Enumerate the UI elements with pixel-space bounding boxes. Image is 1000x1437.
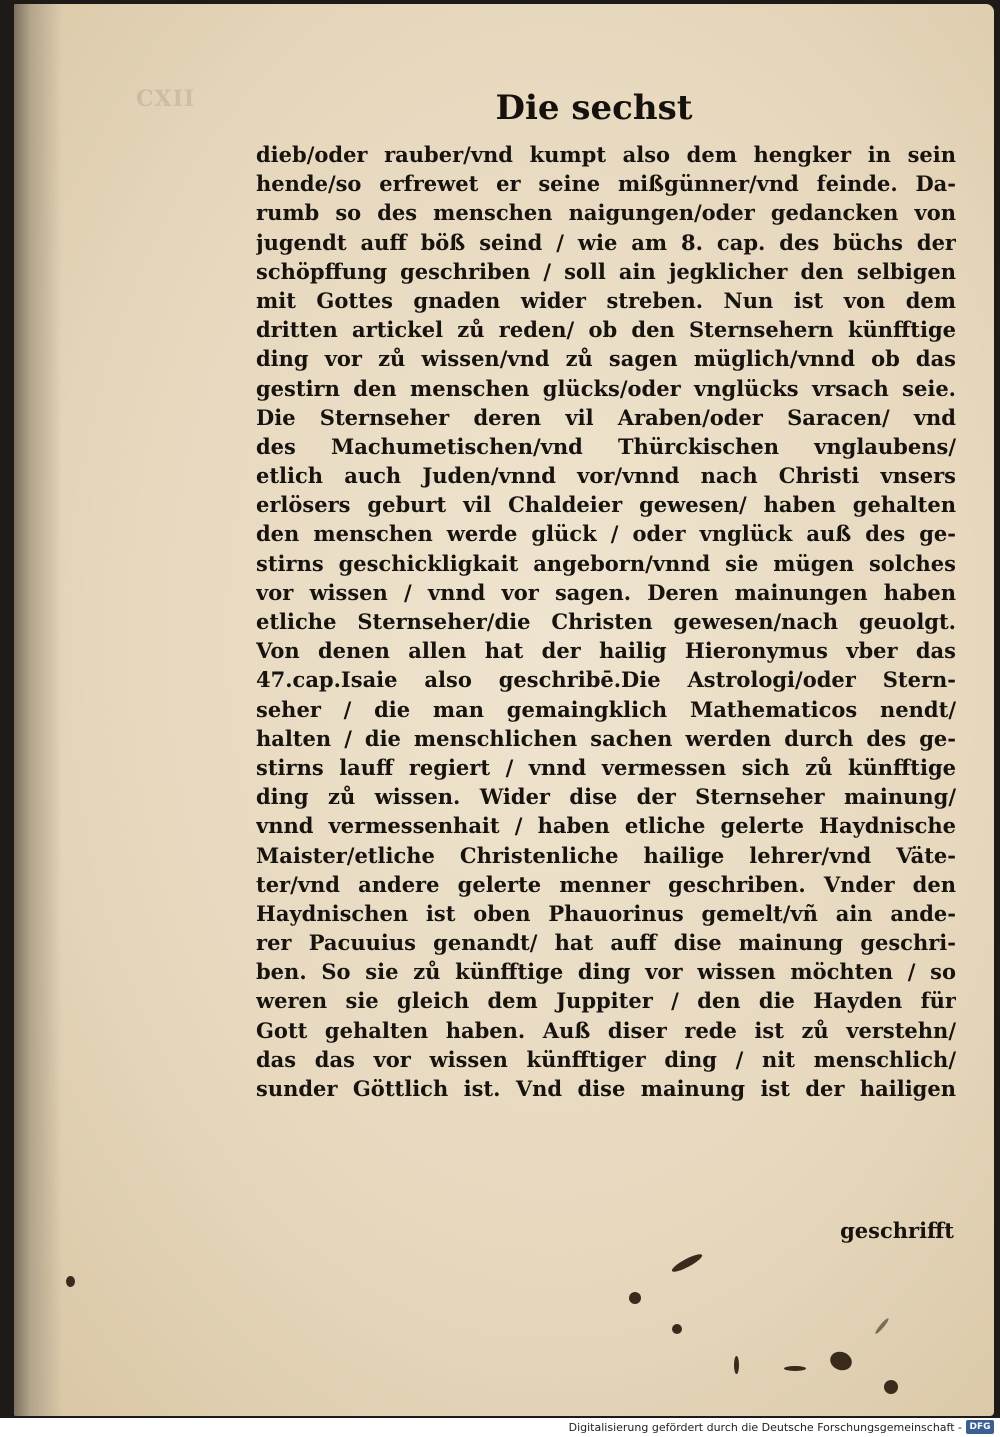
footer-bar [0,1418,1000,1437]
dfg-logo: DFG [966,1420,994,1434]
text-line: etlich auch Juden/vnnd vor/vnnd nach Christi vnsers [256,463,956,489]
text-line: rumb so des menschen naigungen/oder gedancken von [256,200,956,226]
ink-stain [66,1276,75,1287]
ink-stain [629,1292,641,1304]
ink-stain [874,1317,890,1335]
text-line: etliche Sternseher/die Christen gewesen/nach geuolgt. [256,609,956,634]
text-line: Haydnischen ist oben Phauorinus gemelt/vñ ain ande- [256,900,956,926]
text-line: ding vor zů wissen/vnd zů sagen müglich/vnnd ob das [256,346,956,372]
text-line: 47.cap.Isaie also geschribē.Die Astrologi/oder Stern- [256,667,956,693]
ink-stain [670,1251,704,1274]
text-line: ben. So sie zů künfftige ding vor wissen möchten / so [256,959,956,985]
text-line: seher / die man gemaingklich Mathematicos nendt/ [256,696,956,722]
text-line: des Machumetischen/vnd Thürckischen vnglaubens/ [256,433,956,459]
text-line: Maister/etliche Christenliche hailige lehrer/vnd Väte- [256,842,956,868]
text-line: vnnd vermessenhait / haben etliche gelerte Haydnische [256,813,956,839]
text-line: schöpffung geschriben / soll ain jegklicher den selbigen [256,258,956,284]
text-line: jugendt auff böß seind / wie am 8. cap. des büchs der [256,229,956,255]
text-line: ter/vnd andere gelerte menner geschriben. Vnder den [256,871,956,897]
text-line: hende/so erfrewet er seine mißgünner/vnd feinde. Da- [256,171,956,197]
funding-credit: Digitalisierung gefördert durch die Deutsche Forschungsgemeinschaft - [568,1421,962,1434]
ink-stain [884,1380,898,1394]
text-line: stirns lauff regiert / vnnd vermessen sich zů künfftige [256,754,956,780]
text-line: rer Pacuuius genandt/ hat auff dise mainung geschri- [256,930,956,956]
text-line: dieb/oder rauber/vnd kumpt also dem hengker in sein [256,142,956,167]
text-line: das das vor wissen künfftiger ding / nit menschlich/ [256,1046,956,1072]
ghost-folio-number: CXII [136,86,196,112]
text-line: erlösers geburt vil Chaldeier gewesen/ haben gehalten [256,492,956,518]
text-line: mit Gottes gnaden wider streben. Nun ist von dem [256,287,956,313]
text-line: stirns geschickligkait angeborn/vnnd sie mügen solches [256,550,956,576]
page-gutter-shadow [14,4,62,1416]
text-line: Die Sternseher deren vil Araben/oder Saracen/ vnd [256,404,956,430]
text-line: Gott gehalten haben. Auß diser rede ist zů verstehn/ [256,1017,956,1043]
text-line: vor wissen / vnnd vor sagen. Deren mainungen haben [256,579,956,605]
text-line: ding zů wissen. Wider dise der Sternseher mainung/ [256,784,956,810]
text-line: Von denen allen hat der hailig Hieronymus vber das [256,638,956,664]
running-head: Die sechst [495,88,693,128]
ink-stain [672,1324,682,1334]
ink-stain [784,1366,806,1371]
main-text-block [256,140,956,1103]
ink-stain [734,1356,739,1374]
text-line: den menschen werde glück / oder vnglück auß des ge- [256,521,956,547]
text-line: weren sie gleich dem Juppiter / den die Hayden für [256,988,956,1014]
text-line: gestirn den menschen glücks/oder vnglücks vrsach seie. [256,375,956,401]
catchword: geschrifft [840,1218,954,1243]
ink-stain [828,1349,855,1373]
text-line: halten / die menschlichen sachen werden durch des ge- [256,725,956,751]
text-line: dritten artickel zů reden/ ob den Sternsehern künfftige [256,317,956,343]
text-line: sunder Göttlich ist. Vnd dise mainung ist der hailigen [256,1076,956,1101]
book-page [14,4,994,1416]
